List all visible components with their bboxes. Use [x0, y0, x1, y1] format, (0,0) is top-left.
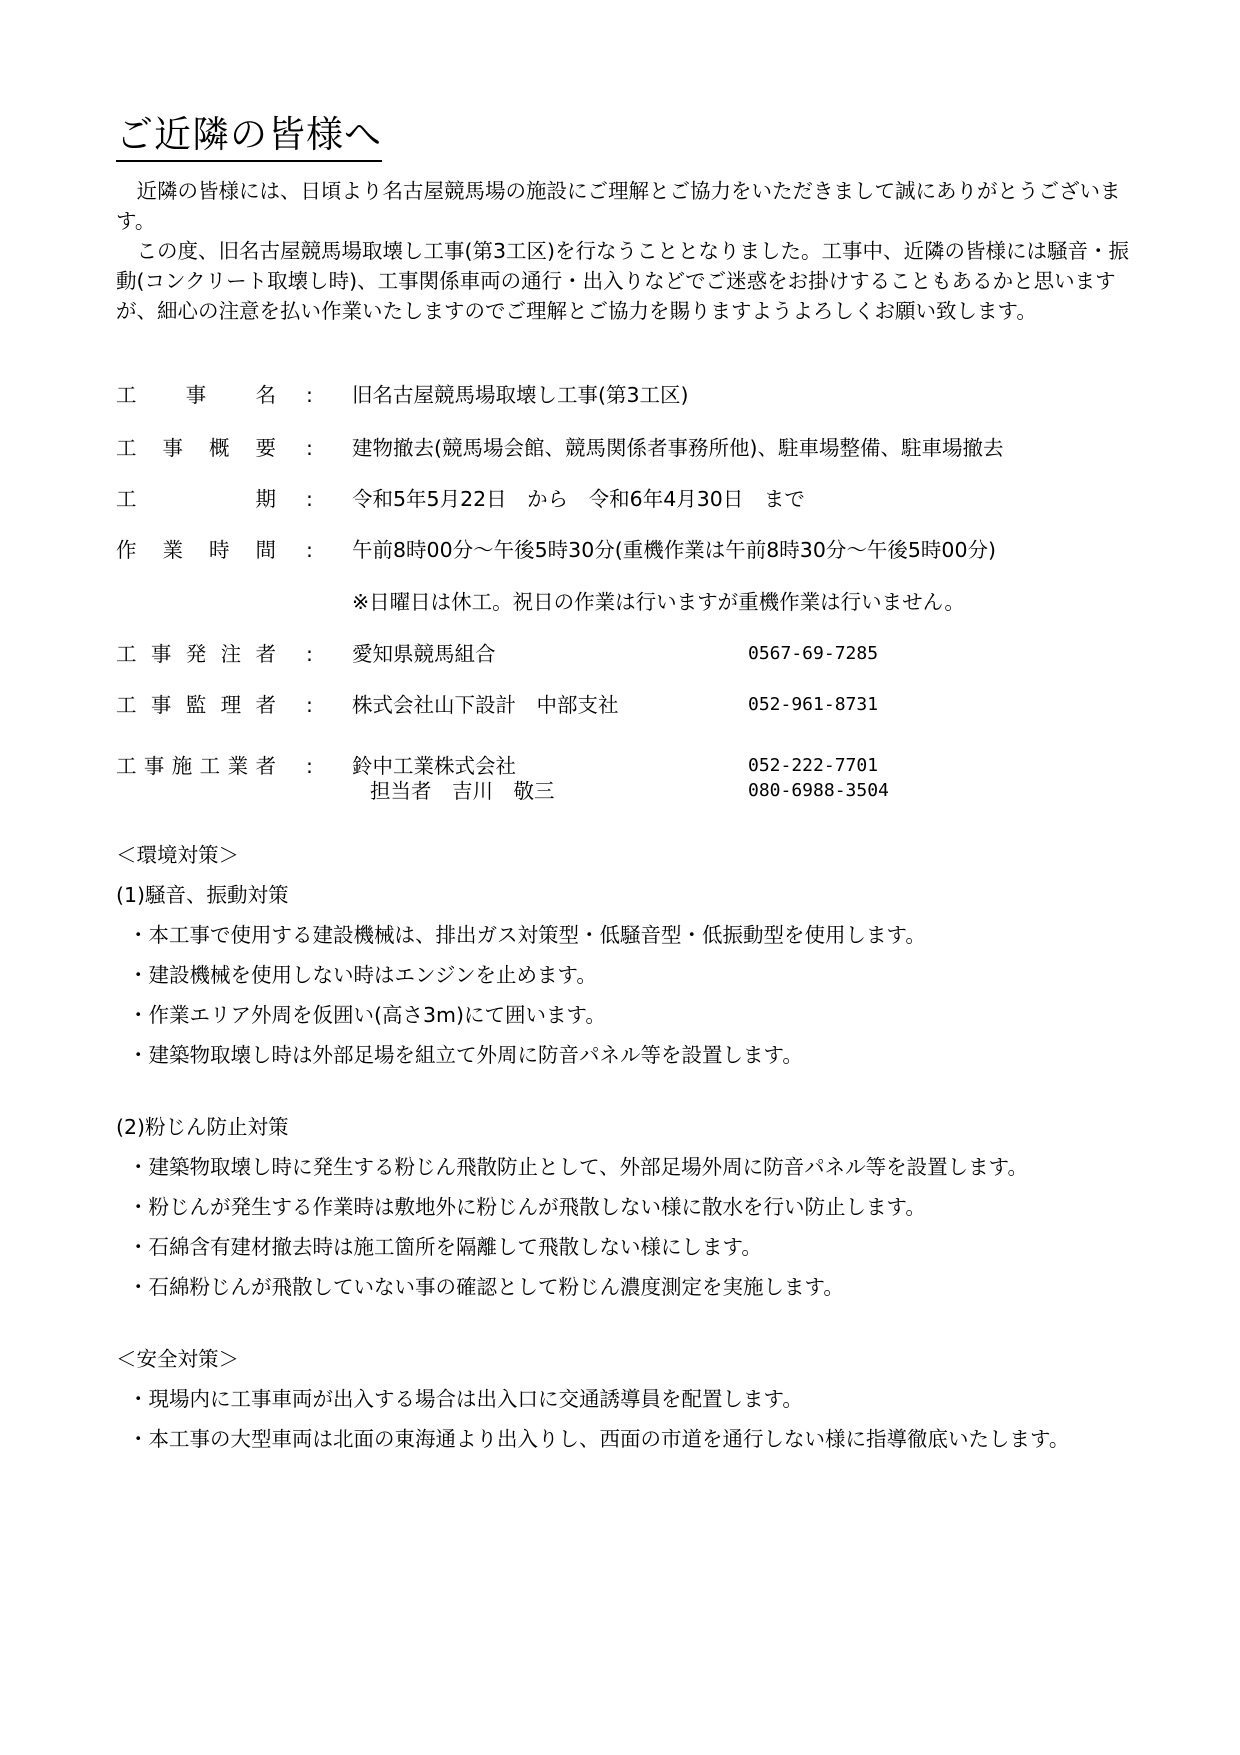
info-value: 午前8時00分～午後5時30分(重機作業は午前8時30分～午後5時00分)	[352, 538, 997, 562]
page-title: ご近隣の皆様へ	[116, 112, 382, 162]
phone-number: 052-961-8731	[748, 694, 879, 715]
intro-paragraph-1: 近隣の皆様には、日頃より名古屋競馬場の施設にご理解とご協力をいただきまして誠にありがとうございます。	[116, 179, 1121, 233]
info-colon: :	[306, 487, 313, 511]
phone-number: 0567-69-7285	[748, 643, 879, 664]
list-item: ・現場内に工事車両が出入する場合は出入口に交通誘導員を配置します。	[128, 1387, 803, 1411]
phone-number: 080-6988-3504	[748, 780, 889, 801]
dust-heading: (2)粉じん防止対策	[116, 1115, 289, 1139]
phone-number: 052-222-7701	[748, 755, 879, 776]
info-value: 旧名古屋競馬場取壊し工事(第3工区)	[352, 383, 689, 407]
info-label: 工 事 施 工 業 者	[116, 754, 276, 778]
list-item: ・建設機械を使用しない時はエンジンを止めます。	[128, 963, 597, 987]
info-label: 作 業 時 間	[116, 538, 276, 562]
info-colon: :	[306, 383, 313, 407]
info-value: 鈴中工業株式会社	[352, 754, 516, 778]
info-colon: :	[306, 538, 313, 562]
list-item: ・建築物取壊し時は外部足場を組立て外周に防音パネル等を設置します。	[128, 1043, 803, 1067]
info-value: 令和5年5月22日 から 令和6年4月30日 まで	[352, 487, 805, 511]
list-item: ・建築物取壊し時に発生する粉じん飛散防止として、外部足場外周に防音パネル等を設置します。	[128, 1155, 1028, 1179]
contact-person: 担当者 吉川 敬三	[370, 779, 555, 803]
info-label: 工 事 発 注 者	[116, 642, 276, 666]
list-item: ・石綿含有建材撤去時は施工箇所を隔離して飛散しない様にします。	[128, 1235, 762, 1259]
list-item: ・粉じんが発生する作業時は敷地外に粉じんが飛散しない様に散水を行い防止します。	[128, 1195, 926, 1219]
info-colon: :	[306, 642, 313, 666]
info-value: 株式会社山下設計 中部支社	[352, 693, 619, 717]
info-value: 建物撤去(競馬場会館、競馬関係者事務所他)、駐車場整備、駐車場撤去	[352, 436, 1004, 460]
info-value: 愛知県競馬組合	[352, 642, 496, 666]
list-item: ・石綿粉じんが飛散していない事の確認として粉じん濃度測定を実施します。	[128, 1275, 844, 1299]
info-colon: :	[306, 754, 313, 778]
intro-paragraph-2: この度、旧名古屋競馬場取壊し工事(第3工区)を行なうこととなりました。工事中、近隣の皆様には騒音・振動(コンクリート取壊し時)、工事関係車両の通行・出入りなどでご迷惑をお掛けすることもあるかと思いますが、細心の注意を払い作業いたしますのでご理解とご協力を賜りますようよろしくお願い致します。	[116, 239, 1130, 323]
info-label: 工 事 監 理 者	[116, 693, 276, 717]
info-label: 工 事 名	[116, 383, 276, 407]
list-item: ・本工事の大型車両は北面の東海通より出入りし、西面の市道を通行しない様に指導徹底いたします。	[128, 1427, 1070, 1451]
safety-heading: ＜安全対策＞	[116, 1347, 239, 1371]
noise-heading: (1)騒音、振動対策	[116, 883, 289, 907]
info-colon: :	[306, 693, 313, 717]
list-item: ・作業エリア外周を仮囲い(高さ3m)にて囲います。	[128, 1003, 606, 1027]
hours-note: ※日曜日は休工。祝日の作業は行いますが重機作業は行いません。	[352, 590, 965, 614]
list-item: ・本工事で使用する建設機械は、排出ガス対策型・低騒音型・低振動型を使用します。	[128, 923, 926, 947]
info-label: 工 事 概 要	[116, 436, 276, 460]
intro-text	[116, 176, 1136, 326]
info-label: 工 期	[116, 487, 276, 511]
environment-heading: ＜環境対策＞	[116, 843, 239, 867]
info-colon: :	[306, 436, 313, 460]
